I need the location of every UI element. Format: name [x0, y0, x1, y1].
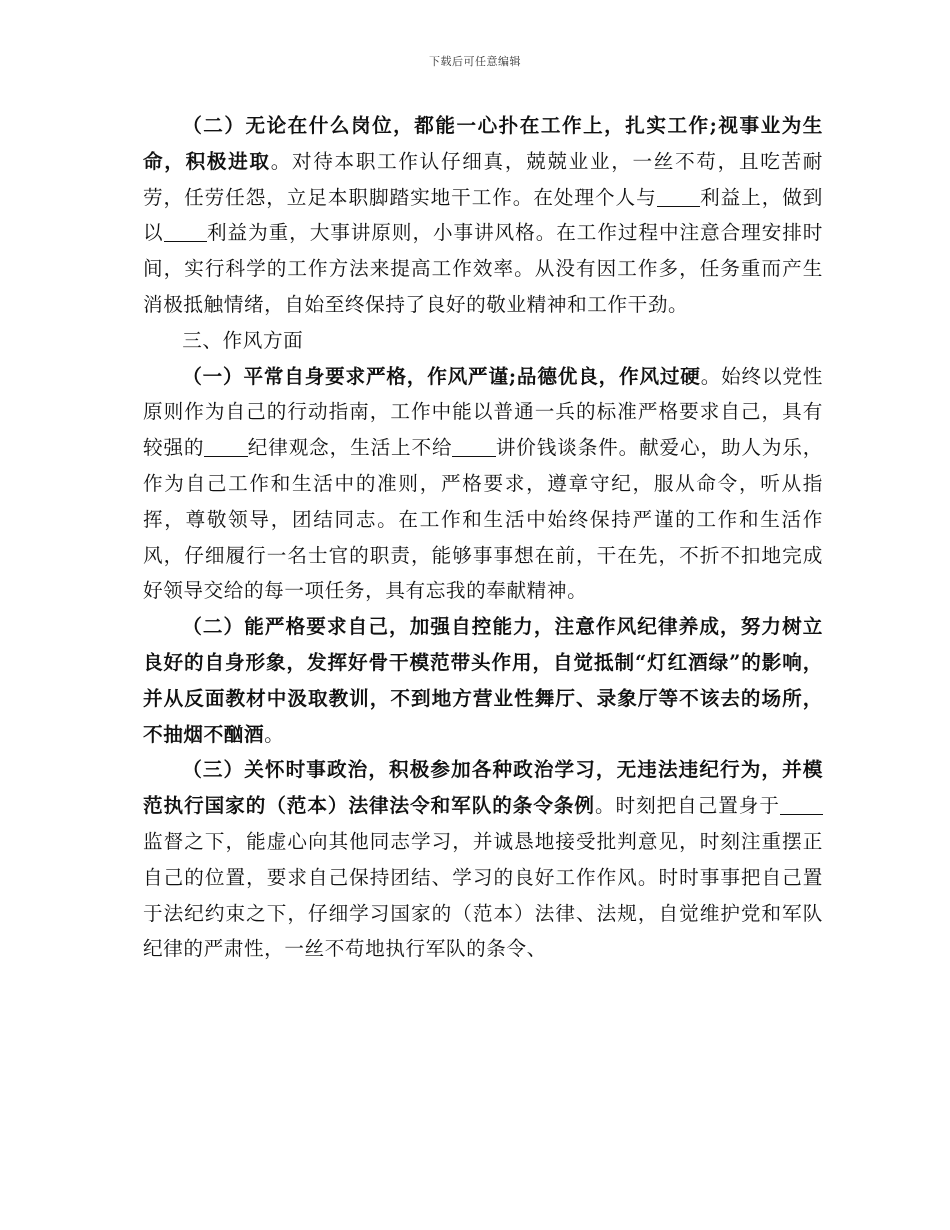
- paragraph-current-affairs: [143, 752, 823, 967]
- paragraph-text: 监督之下，能虚心向其他同志学习，并诚恳地接受批判意见，时刻注重摆正自己的位置，要求自己保持团结、学习的良好工作作风。时时事事把自己置于法纪约束之下，仔细学习国家的（范本）法律、法规，自觉维护党和军队纪律的严肃性，一丝不苟地执行军队的条令、: [143, 829, 823, 961]
- paragraph-text: 。对待本职工作认仔细真，兢兢业业，一丝不苟，且吃苦耐劳，任劳任怨，立足本职脚踏实地干工作。在处理个人与: [143, 149, 823, 209]
- paragraph-text: 利益上，做到以: [143, 185, 824, 245]
- page-header: 下载后可任意编辑: [429, 55, 521, 68]
- paragraph-text: 。: [264, 722, 285, 746]
- paragraph-text: 。时刻把自己置身于: [594, 794, 780, 818]
- paragraph-work-attitude: [143, 108, 823, 323]
- document-body: [143, 108, 823, 967]
- paragraph-self-control: [143, 609, 823, 752]
- fill-blank: [780, 795, 823, 816]
- section-heading: 三、作风方面: [182, 328, 304, 352]
- fill-blank: [164, 222, 207, 243]
- paragraph-text: 讲价钱谈条件。献爱心，助人为乐，作为自己工作和生活中的准则，严格要求，遵章守纪，服从命令，听从指挥，尊敬领导，团结同志。在工作和生活中始终保持严谨的工作和生活作风，仔细履行一名士官的职责，能够事事想在前，干在先，不折不扣地完成好领导交给的每一项任务，具有忘我的奉献精神。: [143, 436, 824, 603]
- paragraph-lead: （一）平常自身要求严格，作风严谨;品德优良，作风过硬: [182, 364, 701, 388]
- paragraph-lead: （二）无论在什么岗位，都能一心扑在工作上，扎实工作;视事业为生命，积极进取: [143, 114, 823, 173]
- paragraph-text: 。始终以党性原则作为自己的行动指南，工作中能以普通一兵的标准严格要求自己，具有较强的: [143, 364, 823, 460]
- fill-blank: [657, 186, 700, 207]
- paragraph-text: 纪律观念，生活上不给: [247, 436, 453, 460]
- fill-blank: [204, 437, 247, 458]
- paragraph-lead: （二）能严格要求自己，加强自控能力，注意作风纪律养成，努力树立良好的自身形象，发挥好骨干模范带头作用，自觉抵制“灯红酒绿”的影响，并从反面教材中汲取教训，不到地方营业性舞厅、录象厅等不该去的场所，不抽烟不酗酒: [143, 615, 823, 746]
- fill-blank: [452, 437, 495, 458]
- paragraph-self-discipline: [143, 359, 823, 610]
- paragraph-lead: （三）关怀时事政治，积极参加各种政治学习，无违法违纪行为，并模范执行国家的（范本）法律法令和军队的条令条例: [143, 758, 823, 818]
- paragraph-text: 利益为重，大事讲原则，小事讲风格。在工作过程中注意合理安排时间，实行科学的工作方法来提高工作效率。从没有因工作多，任务重而产生消极抵触情绪，自始至终保持了良好的敬业精神和工作干劲。: [143, 221, 823, 316]
